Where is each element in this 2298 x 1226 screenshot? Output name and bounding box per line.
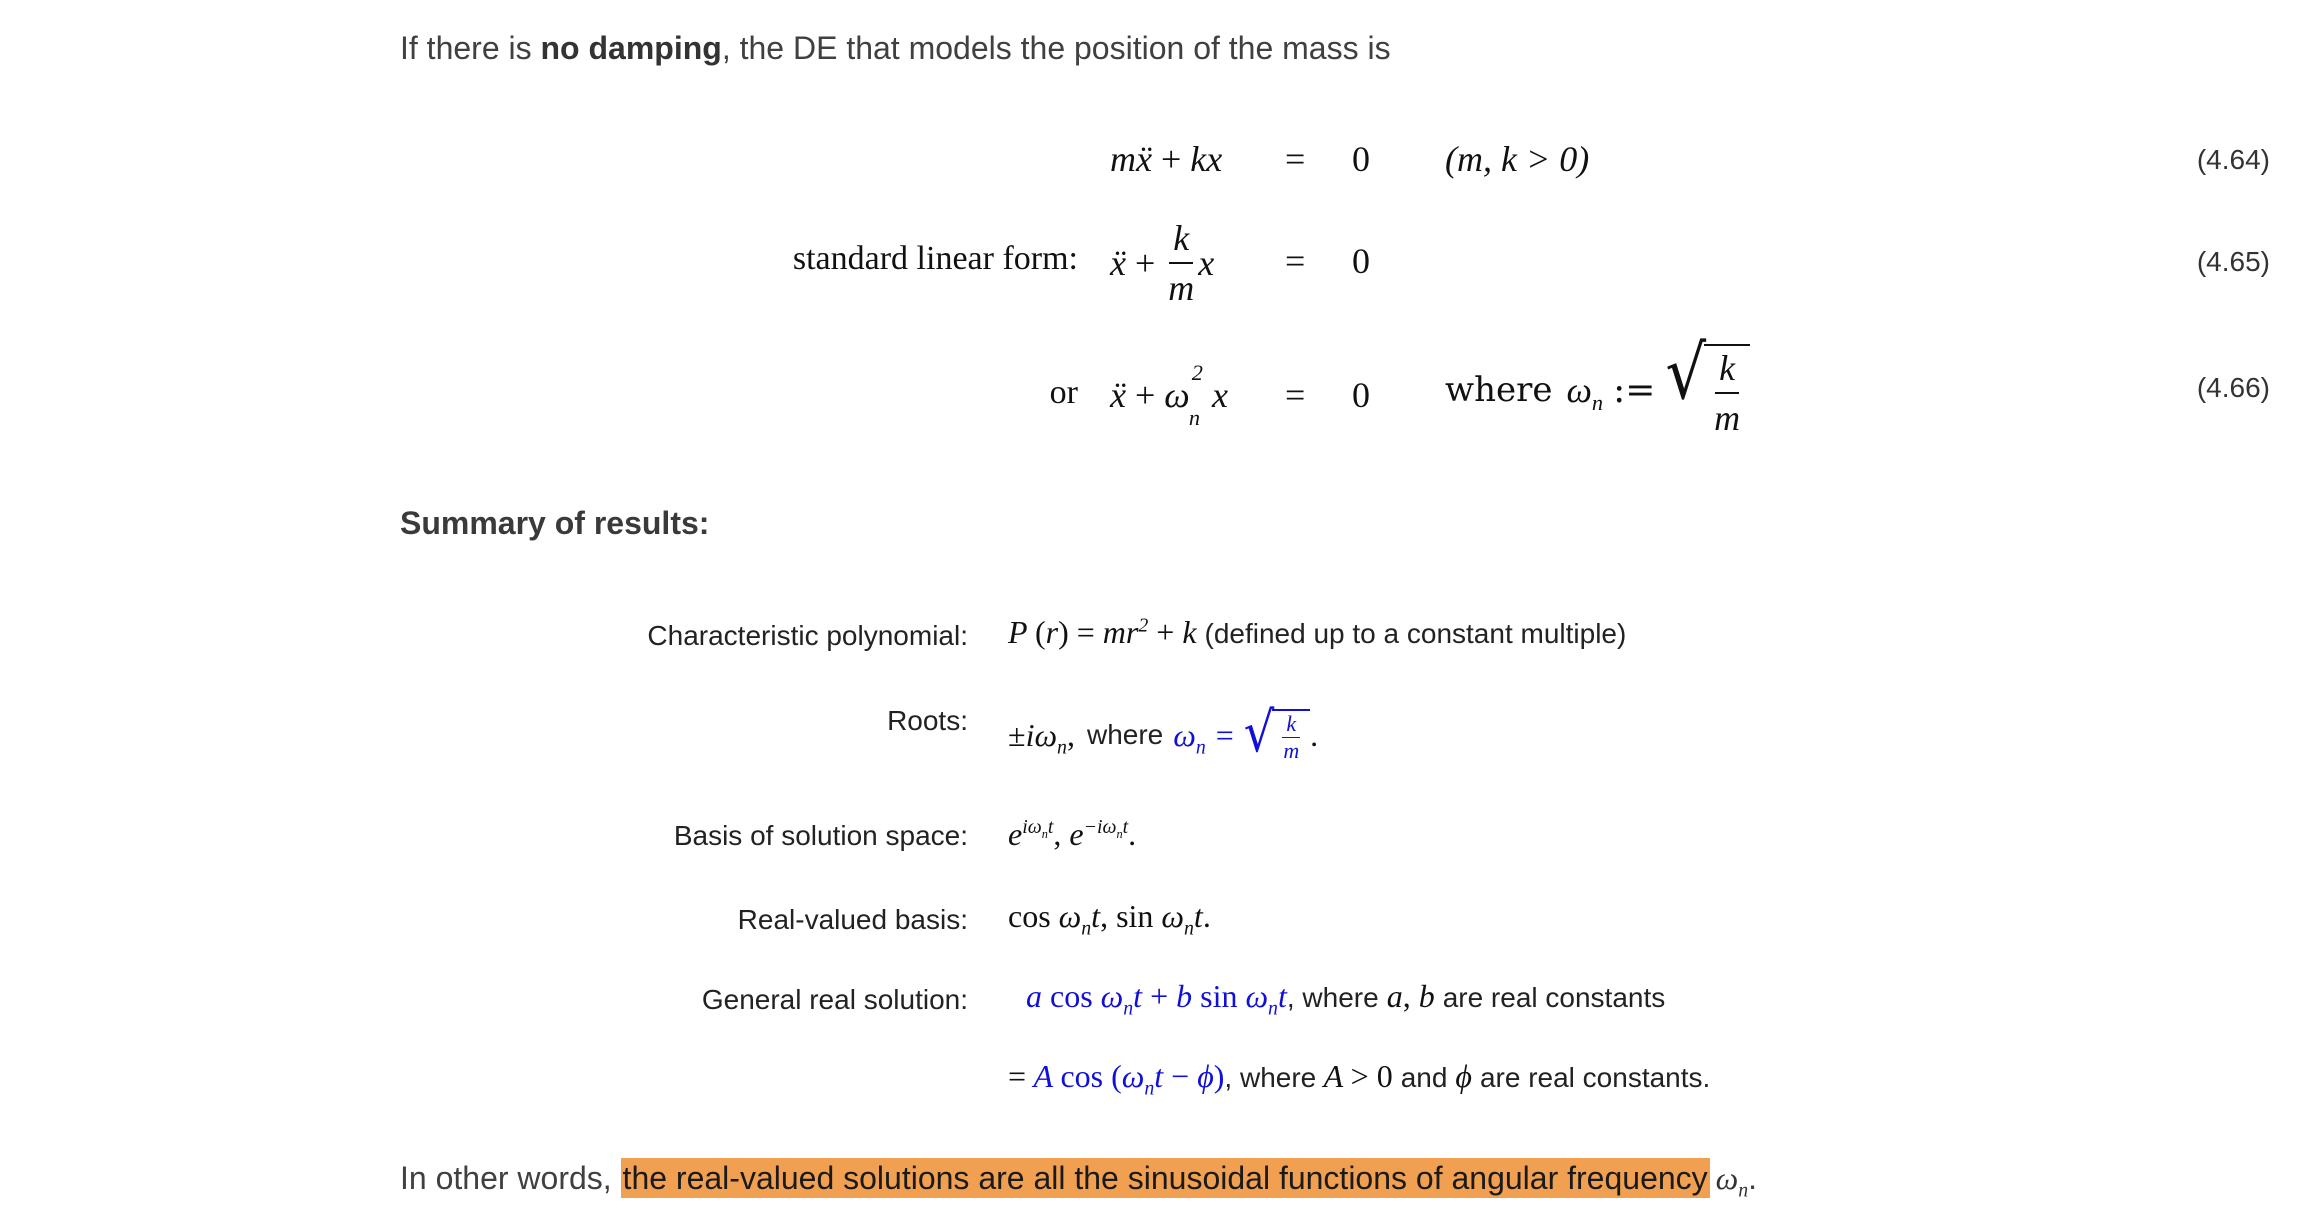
eq2-label: standard linear form: — [792, 240, 1078, 277]
summary-value-amplitude-phase: = A $\cos (\omega_nt - \phi)$, where A > 0 and ϕ are real constants. — [1008, 1058, 1711, 1100]
eq3-definition: where $\omega_n$ := √ $\frac{k}{m}$ — [1445, 340, 1750, 440]
eq3-zero: 0 — [1352, 375, 1370, 415]
summary-value-basis: $e^{i\omega_nt}$, $e^{-i\omega_nt}$. — [1008, 816, 1137, 852]
eq1-lhs: mẍ + kx — [1110, 139, 1223, 179]
intro-text-after: , the DE that models the position of the mass is — [721, 30, 1391, 66]
roots-sqrt: √ $\frac{k}{m}$ — [1244, 709, 1310, 762]
summary-value-roots: $\pm i\omega_n$, where $\omega_n$ = √ $\frac{k}{m}$ . — [1008, 699, 1319, 765]
eq1-condition: (m, k > 0) — [1445, 139, 1590, 179]
equation-4-65 — [0, 218, 2298, 318]
eq1-equals: = — [1285, 139, 1306, 179]
outro-omega: $\omega_n$ — [1715, 1160, 1749, 1202]
equation-4-66 — [0, 331, 2298, 450]
eq2-number: (4.65) — [2196, 246, 2270, 277]
intro-text-before: If there is — [400, 30, 541, 66]
eq2-equals: = — [1285, 241, 1306, 281]
phase-note-constants: are real constants. — [1479, 1062, 1711, 1093]
general-note-constants: are real constants — [1442, 982, 1666, 1013]
outro-paragraph: In other words, the real-valued solutions are all the sinusoidal functions of angular frequency $\omega_n$. — [400, 1160, 1758, 1202]
intro-bold: no damping — [540, 30, 722, 66]
eq3-label: or — [1049, 374, 1078, 411]
eq1-zero: 0 — [1352, 139, 1370, 179]
phase-note-and: and — [1400, 1062, 1448, 1093]
eq3-lhs: ẍ + $\omega^2_nx$ — [1110, 360, 1229, 431]
outro-text-before: In other words, — [400, 1160, 621, 1196]
characteristic-note: (defined up to a constant multiple) — [1204, 618, 1627, 649]
general-note-where: , where — [1286, 982, 1379, 1013]
eq1-number: (4.64) — [2196, 144, 2270, 175]
summary-label-characteristic: Characteristic polynomial: — [647, 620, 968, 651]
eq3-where: where — [1445, 370, 1553, 410]
roots-where: where — [1086, 719, 1164, 750]
phase-note-where: , where — [1224, 1062, 1317, 1093]
intro-paragraph — [400, 30, 1391, 67]
summary-title: Summary of results: — [400, 505, 710, 541]
eq2-lhs: ẍ + $\frac{k}{m}$ x — [1110, 218, 1215, 308]
eq3-sqrt: √ $\frac{k}{m}$ — [1665, 344, 1750, 436]
eq3-equals: = — [1285, 375, 1306, 415]
summary-label-basis: Basis of solution space: — [673, 820, 968, 851]
summary-value-characteristic: P $(r) = mr^2 + k$ (defined up to a constant multiple) — [1008, 614, 1627, 650]
summary-value-real-basis: $\cos \omega_nt$, $\sin \omega_nt$. — [1008, 898, 1211, 940]
eq2-fraction: $\frac{k}{m}$ — [1168, 218, 1195, 308]
eq3-number: (4.66) — [2196, 372, 2270, 403]
outro-highlight: the real-valued solutions are all the sinusoidal functions of angular frequency — [622, 1160, 1708, 1196]
equation-4-64 — [0, 128, 2298, 218]
summary-label-real-basis: Real-valued basis: — [737, 904, 968, 935]
eq2-zero: 0 — [1352, 241, 1370, 281]
summary-label-roots: Roots: — [887, 705, 968, 736]
summary-label-general: General real solution: — [701, 984, 968, 1015]
summary-value-general: a $\cos \omega_nt + b$ $\sin \omega_nt$, where a, b are real constants — [1026, 978, 1666, 1020]
